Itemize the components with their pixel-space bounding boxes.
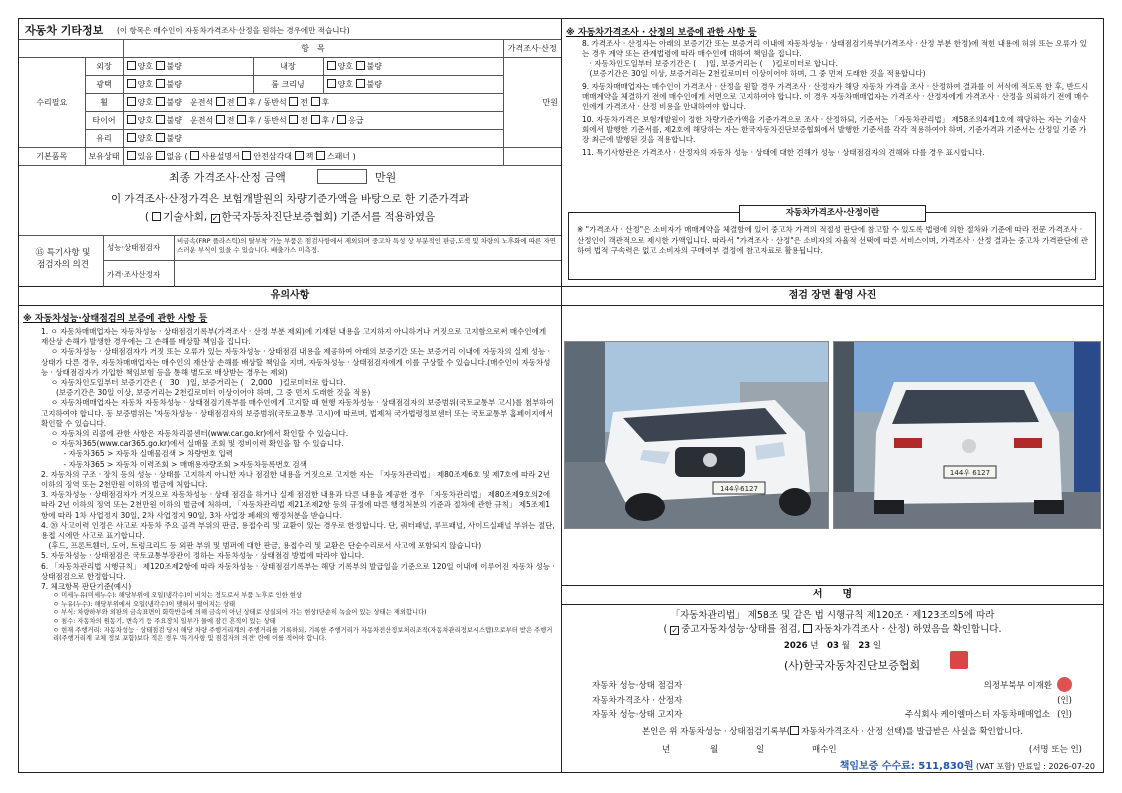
tire-pr-checkbox[interactable]: [311, 115, 320, 124]
caution-1c: ㅇ 자동차인도일부터 보증기간은 ( 30 )일, 보증거리는 ( 2,000 )킬로미터로 합니다.: [41, 378, 346, 388]
sign-line-2: ( ✓ 중고자동차성능·상태를 점검, 자동차가격조사 · 산정) 하였음을 확인합니다.: [663, 624, 1002, 635]
note-9: 9. 자동차매매업자는 매수인이 가격조사 · 산정을 원할 경우 가격조사 · 산정자가 해당 자동차 가격을 조사 · 산정하여 결과를 이 서식에 적도록 한 후, 반드시 매매계약을 체결하기 전에 매수인에게 서면으로 고지하여야 합니다. 이 경우 자동차매매업자는 가격조사 · 산정자에게 가격조사 · 산정을 의뢰하기 전에 매수인에게 가격조사 · 산정 비용을 안내하여야 합니다.: [582, 82, 1089, 111]
sign-line-1: 「자동차관리법」 제58조 및 같은 법 시행규칙 제120조 · 제123조의5에 따라: [670, 610, 995, 621]
cleaning-bad-checkbox[interactable]: [356, 79, 365, 88]
final-price-input[interactable]: [317, 169, 367, 184]
buyer-month: 월: [710, 745, 719, 755]
caution-3: 3. 자동차성능 · 상태점검자가 거짓으로 자동차성능 · 상태 점검을 하거나 실제 점검한 내용과 다른 내용을 제공한 경우 「자동차관리법」 제80조제9호의2에 따라 2년 이하의 징역 또는 2천만원 이하의 벌금에 처하며, 「자동차관리법 제21조제2항 등의 규정에 따른 행정처분의 기준과 절차에 관한 규칙」 제5조제1항에 따라 1차 사업정지 30일, 2차 사업정지 90일, 3차 사업장 폐쇄의 행정처분을 받습니다.: [41, 490, 551, 520]
buyer-year: 년: [662, 745, 671, 755]
repair-price-unit: 만원: [503, 58, 561, 148]
special-label: ⑮ 특기사항 및 점검자의 의견: [35, 248, 91, 270]
wheel-pf-checkbox[interactable]: [289, 97, 298, 106]
jack-label: 잭: [305, 152, 314, 161]
final-price-unit: 만원: [375, 171, 397, 184]
bad-label: 불량: [366, 80, 382, 89]
driver-seat-label: 운전석: [189, 116, 214, 125]
manual-checkbox[interactable]: [190, 151, 199, 160]
assoc-checkbox[interactable]: ✓: [211, 214, 219, 223]
spanner-label: 스패너 ): [326, 152, 356, 161]
good-label: 양호: [137, 98, 153, 107]
sign-date: [562, 639, 1103, 651]
note-8-period: · 자동차인도일부터 보증기간은 ( )일, 보증거리는 ( )킬로미터로 합니다.: [582, 59, 839, 68]
good-label: 양호: [137, 62, 153, 71]
basis-close: ) 기준서를 적용하였음: [333, 211, 436, 223]
photos-sign-panel: [562, 287, 1103, 772]
note-10: 10. 자동차가격은 보험개발원이 정한 차량기준가액을 기준가격으로 조사 · 산정하되, 기준서는 「자동차관리법」 제58조의4제1호에 해당하는 자는 기술사회에서 발행한 기준서를, 제2호에 해당하는 자는 한국자동차진단보증협회에서 발행한 기준서를 각각 적용하여야 하며, 기준가격과 기준서는 산정일 기준 가장 최근에 발행된 것을 적용합니다.: [582, 115, 1087, 144]
special-inspector-label: 성능·상태점검자: [107, 243, 161, 252]
price-signer-seal: (인): [1057, 695, 1072, 706]
spanner-checkbox[interactable]: [316, 151, 325, 160]
other-info-note: (이 항목은 매수인이 자동차가격조사·산정을 원하는 경우에만 적습니다): [117, 26, 350, 35]
date-year: 2026: [783, 641, 808, 651]
special-price-label: 가격·조사산정자: [107, 270, 161, 279]
other-info-title: 자동차 기타정보: [25, 24, 104, 37]
note-8: 8. 가격조사 · 산정자는 아래의 보증기간 또는 보증거리 이내에 자동차성능 · 상태점검기록부(가격조사 · 산정 부분 한정)에 적힌 내용에 허위 또는 오류가 있는 경우 계약 또는 관계법령에 따라 매수인에 대하여 책임을 집니다.: [582, 39, 1087, 58]
col-price-header: 가격조사·산정: [503, 40, 561, 58]
row-room-cleaning: 룸 크리닝: [253, 76, 323, 94]
interior-good-checkbox[interactable]: [327, 61, 336, 70]
rear-passenger-label: 후 / 동반석: [248, 98, 287, 107]
buyer-day: 일: [756, 745, 765, 755]
exterior-bad-checkbox[interactable]: [156, 61, 165, 70]
wheel-pr-checkbox[interactable]: [311, 97, 320, 106]
tire-rear-checkbox[interactable]: [237, 115, 246, 124]
sign-line-2b: 자동차가격조사 · 산정) 하였음을 확인합니다.: [814, 624, 1002, 635]
criteria-3: ㅇ 부식: 차량하부와 외판의 금속표면이 화학반응에 의해 금속이 아닌 상태로 상실되어 가는 현상(단순히 녹슬어 있는 상태는 제외합니다): [53, 609, 427, 617]
price-definition-title: 자동차가격조사·산정이란: [739, 205, 926, 222]
tech-society-checkbox[interactable]: [152, 212, 161, 221]
col-item-header: 항 목: [123, 40, 503, 58]
receipt-line: [562, 725, 1103, 737]
gloss-bad-checkbox[interactable]: [156, 79, 165, 88]
caution-4b: (후드, 프론트휀더, 도어, 트렁크리드 등 외판 부위 및 범퍼에 대한 판금, 용접수리 및 교환은 단순수리로서 사고에 포함되지 않습니다): [41, 541, 482, 551]
notifier-label: 자동차 성능·상태 고지자: [592, 710, 683, 720]
possession-label: 보유상태: [85, 148, 123, 166]
cautions-section-title: ※ 자동차성능·상태점검의 보증에 관한 사항 등: [23, 314, 208, 324]
cautions-bar: 유의사항: [19, 287, 561, 306]
emergency-label: 응급: [348, 116, 364, 125]
caution-1f: ㅇ 자동차의 리콜에 관한 사항은 자동차리콜센터(www.car.go.kr)에서 확인할 수 있습니다.: [41, 429, 349, 439]
jack-checkbox[interactable]: [295, 151, 304, 160]
rear-car-photo: [833, 341, 1101, 529]
receipt-price-checkbox[interactable]: [790, 726, 799, 735]
wheel-front-checkbox[interactable]: [216, 97, 225, 106]
criteria-list: [41, 592, 555, 644]
special-inspector-text: 비금속(FRP 플라스틱)의 탈부착 가능 부품은 점검사항에서 제외되며 중고차 특성 상 부분적인 판금,도색 및 차량의 노후화에 따른 자연스러운 부식이 있을 수 있습니다. 배출가스 미측정.: [177, 237, 556, 254]
caution-1a: 1. ㅇ 자동차매매업자는 자동차성능 · 상태점검기록부(가격조사 · 산정 부분 제외)에 기재된 내용을 고지하지 아니하거나 거짓으로 고지함으로써 매수인에게 재산상 손해가 발생한 경우에는 그 손해를 배상할 책임을 집니다.: [41, 327, 547, 347]
caution-1b: ㅇ 자동차성능 · 상태점검자가 거짓 또는 오류가 있는 자동차성능 · 상태점검 내용을 제공하여 아래의 보증기간 또는 보증거리 이내에 자동차의 실제 성능 · 상태가 다른 경우, 자동차매매업자는 매수인의 재산상 손해를 배상할 책임을 지며, 자동차성능 · 상태점검자에게 이를 구상할 수 있습니다.(매수인이 자동차성능 · 상태점검자가 가입한 책임보험 등을 통해 별도로 배상받는 경우는 제외): [41, 347, 551, 377]
price-check-checkbox[interactable]: [803, 624, 812, 633]
note-8-condition: (보증기간은 30일 이상, 보증거리는 2천킬로미터 이상이어야 하며, 그 중 먼저 도래한 것을 적용합니다): [582, 69, 926, 78]
caution-6: 6. 「자동차관리법 시행규칙」 제120조제2항에 따라 자동차성능 · 상태점검기록부는 해당 기록부의 발급일을 기준으로 120일 이내에 이루어진 자동차 성능 · 상태점검으로 한정합니다.: [41, 561, 555, 581]
special-notes-section: [19, 235, 561, 287]
document-page: [18, 18, 1104, 773]
row-tire: 타이어: [85, 112, 123, 130]
assoc-label: 한국자동차진단보증협회: [221, 211, 334, 223]
driver-seat-label: 운전석: [189, 98, 214, 107]
org-seal: [950, 651, 968, 669]
tire-pf-checkbox[interactable]: [289, 115, 298, 124]
sign-bar: 서 명: [562, 585, 1103, 605]
none-label: 없음: [166, 152, 182, 161]
glass-bad-checkbox[interactable]: [156, 133, 165, 142]
good-label: 양호: [137, 80, 153, 89]
rear-passenger-label: 후 / 동반석: [248, 116, 287, 125]
basic-items-label: 기본품목: [19, 148, 85, 166]
criteria-5: ㅇ 현재 주행거리: 자동차성능 · 상태점검 당시 해당 차량 주행거리계의 주행거리를 기록하되, 기록한 주행거리가 자동차전산정보처리조직(자동차관리정보시스템)으로부터 받은 주행거리(주행거리계 교체 정보 포함)보다 적은 경우 '특기사항 및 점검자의 의견' 란에 이를 적어야 합니다.: [53, 626, 553, 643]
good-label: 양호: [137, 134, 153, 143]
tech-society-label: 기술사회,: [163, 211, 208, 223]
repair-label: 수리필요: [19, 58, 85, 148]
date-year-unit: 년: [810, 641, 819, 651]
rear-car-illustration: [834, 342, 1100, 528]
performance-check-checkbox[interactable]: ✓: [671, 626, 679, 635]
price-signer-label: 자동차가격조사 · 산정자: [592, 695, 683, 706]
inspector-seal: [1057, 677, 1072, 692]
bad-label: 불량: [166, 98, 182, 107]
price-warranty-notes: [582, 39, 1092, 158]
good-label: 양호: [337, 80, 353, 89]
row-wheel: 휠: [85, 94, 123, 112]
price-warranty-title: ※ 자동차가격조사 · 산정의 보증에 관한 사항 등: [566, 28, 757, 38]
front-car-photo: [564, 341, 829, 529]
price-definition-text: ※ "가격조사 · 산정"은 소비자가 매매계약을 체결함에 있어 중고차 가격의 적절성 판단에 참고할 수 있도록 법령에 의한 절차와 기준에 따라 전문 가격조사 · 산정인이 객관적으로 제시한 가액입니다. 따라서 "가격조사 · 산정"은 소비자의 자율적 선택에 따른 서비스이며, 가격조사 · 산정 결과는 중고차 가격판단에 관하여 법적 구속력은 없고 소비자의 구매여부 결정에 참고자료로 활용됩니다.: [577, 225, 1088, 255]
caution-1d: (보증기간은 30일 이상, 보증거리는 2천킬로미터 이상이어야 하며, 그 중 먼저 도래한 것을 적용): [41, 388, 371, 398]
basis-line-1: 이 가격조사·산정가격은 보험개발원의 차량기준가액을 바탕으로 한 기준가격과: [110, 193, 470, 205]
price-warranty-panel: [562, 19, 1103, 287]
caution-1e: ㅇ 자동차매매업자는 자동차 자동차성능 · 상태점검기록부를 매수인에게 고지할 때 현행 자동차성능 · 상태점검자의 보증범위(국토교통부 고시)를 첨부하여 고지하여야 합니다. 동 보증범위는 '자동차성능 · 상태점검자의 보증범위(국토교통부 고시)에 따르며, 법제처 국가법령정보센터 또는 국토교통부 홈페이지에서 확인할 수 있습니다.: [41, 398, 554, 428]
bad-label: 불량: [166, 116, 182, 125]
buyer-sign-label: (서명 또는 인): [1028, 745, 1082, 755]
inspector-label: 자동차 성능·상태 점검자: [592, 681, 683, 691]
wheel-rear-checkbox[interactable]: [237, 97, 246, 106]
bad-label: 불량: [166, 80, 182, 89]
gloss-good-checkbox[interactable]: [127, 79, 136, 88]
signer-list: [592, 679, 1072, 723]
exterior-good-checkbox[interactable]: [127, 61, 136, 70]
front-label: 전: [300, 116, 308, 125]
note-11: 11. 특기사항란은 가격조사 · 산정자의 자동차 성능 · 상태에 대한 견해가 성능 · 상태점검자의 견해와 다를 경우 표시합니다.: [582, 148, 985, 157]
date-month-unit: 월: [841, 641, 850, 651]
cautions-panel: [19, 287, 562, 772]
cautions-notes: [41, 327, 555, 644]
tire-emergency-checkbox[interactable]: [337, 115, 346, 124]
caution-7: 7. 체크항목 판단기준(예시): [41, 582, 132, 592]
front-car-illustration: [565, 342, 828, 528]
glass-good-checkbox[interactable]: [127, 133, 136, 142]
tire-front-checkbox[interactable]: [216, 115, 225, 124]
caution-4: 4. ⑳ 사고이력 인정은 사고로 자동차 주요 골격 부위의 판금, 용접수리 및 교환이 있는 경우로 한정합니다. 단, 쿼터패널, 루프패널, 사이드실패널 부위는 절단, 용접 시에만 사고로 표기합니다.: [41, 520, 555, 541]
bad-label: 불량: [366, 62, 382, 71]
good-label: 양호: [137, 116, 153, 125]
buyer-label: 매수인: [812, 745, 837, 755]
notifier-seal: (인): [1057, 710, 1072, 720]
final-price-section: [19, 165, 561, 236]
rear-label: 후: [321, 98, 330, 107]
fee-label: 책임보증 수수료: 511,830원: [839, 761, 974, 772]
wheel-good-checkbox[interactable]: [127, 97, 136, 106]
row-exterior: 외장: [85, 58, 123, 76]
caution-1g: ㅇ 자동차365(www.car365.go.kr)에서 실매물 조회 및 정비이력 확인을 할 수 있습니다.: [41, 439, 344, 449]
receipt-b: 자동차가격조사 · 산정 선택)를 발급받은 사실을 확인합니다.: [801, 727, 1024, 737]
interior-bad-checkbox[interactable]: [356, 61, 365, 70]
criteria-4: ㅇ 침수: 자동차의 원동기, 변속기 등 주요장치 일부가 물에 잠긴 흔적이 있는 상태: [53, 618, 276, 626]
tire-good-checkbox[interactable]: [127, 115, 136, 124]
triangle-checkbox[interactable]: [242, 151, 251, 160]
photo-bar: 점검 장면 촬영 사진: [562, 287, 1103, 306]
notifier-value: 주식회사 케이엘마스터 자동차매매업소: [905, 710, 1050, 720]
front-label: 전: [226, 98, 235, 107]
date-day: 23: [858, 641, 871, 651]
bad-label: 불량: [166, 134, 182, 143]
front-plate-text: 144우6127: [720, 485, 758, 493]
row-gloss: 광택: [85, 76, 123, 94]
caution-2: 2. 자동차의 구조 · 장치 등의 성능 · 상태를 고지하지 아니한 자나 점검한 내용을 거짓으로 고지한 자는 「자동차관리법」 제80조제6호 및 제7호에 따라 2년 이하의 징역 또는 2천만원 이하의 벌금에 처합니다.: [41, 469, 550, 490]
price-definition-box: [568, 208, 1096, 280]
wheel-bad-checkbox[interactable]: [156, 97, 165, 106]
cleaning-good-checkbox[interactable]: [327, 79, 336, 88]
fee-vat: (VAT 포함): [976, 762, 1015, 771]
final-price-label: 최종 가격조사·산정 금액: [169, 171, 286, 184]
front-label: 전: [226, 116, 235, 125]
front-label: 전: [300, 98, 308, 107]
bad-label: 불량: [166, 62, 182, 71]
org-name: (사)한국자동차진단보증협회: [784, 659, 921, 672]
inspector-value: 의정부북부 이재환: [983, 681, 1052, 691]
manual-label: 사용설명서: [201, 152, 240, 161]
row-interior: 내장: [253, 58, 323, 76]
have-label: 있음: [137, 152, 153, 161]
criteria-2: ㅇ 누유(누수): 해당부위에서 오일(냉각수)이 맺혀서 떨어지는 상태: [53, 600, 236, 608]
rear-plate-text: 144우 6127: [949, 469, 991, 477]
other-info-table: 항 목 가격조사·산정 수리필요 외장 양호 불량 내장 양호 불량 만원 광택 양호 불량 룸 크리닝 양호 불량 휠 양호 불량 운전석 전 후 / 동반석 전 후 타이어 양호 불량 운전석 전 후 / 동반석 전 후 / 응급 유리 양호 불량 기본품목 보유상태 있음 없음 ( 사용설명서 안전삼각대 잭 스패너 ): [19, 39, 561, 166]
sign-line-2a: 중고자동차성능·상태를 점검,: [681, 624, 801, 635]
good-label: 양호: [337, 62, 353, 71]
basis-open: (: [144, 211, 153, 223]
have-checkbox[interactable]: [127, 151, 136, 160]
none-checkbox[interactable]: [156, 151, 165, 160]
expiry-date: 만료일 : 2026-07-20: [1017, 762, 1095, 771]
receipt-a: 본인은 위 자동차성능 · 상태점검기록부(: [641, 727, 791, 737]
rear-label: 후: [321, 116, 330, 125]
date-month: 03: [827, 641, 839, 651]
fee-line: [840, 757, 1095, 772]
row-glass: 유리: [85, 130, 123, 148]
caution-5: 5. 자동차성능 · 상태점검은 국토교통부장관이 정하는 자동차성능 · 상태점검 방법에 따라야 합니다.: [41, 551, 365, 561]
basis-line-2: [19, 209, 561, 224]
other-info-panel: [19, 19, 562, 287]
criteria-1: ㅇ 미세누유(미세누수): 해당부위에 오일(냉각수)이 비치는 정도로서 부품 노후로 인한 현상: [53, 592, 302, 600]
caution-1h: - 자동차365 > 자동차 실매물검색 > 차량번호 입력: [41, 449, 233, 459]
tire-bad-checkbox[interactable]: [156, 115, 165, 124]
caution-1i: - 자동차365 > 자동차 이력조회 > 매매용자량조회 >자동차등록번호 검색: [41, 459, 307, 469]
triangle-label: 안전삼각대: [253, 152, 293, 161]
date-day-unit: 일: [872, 641, 882, 651]
